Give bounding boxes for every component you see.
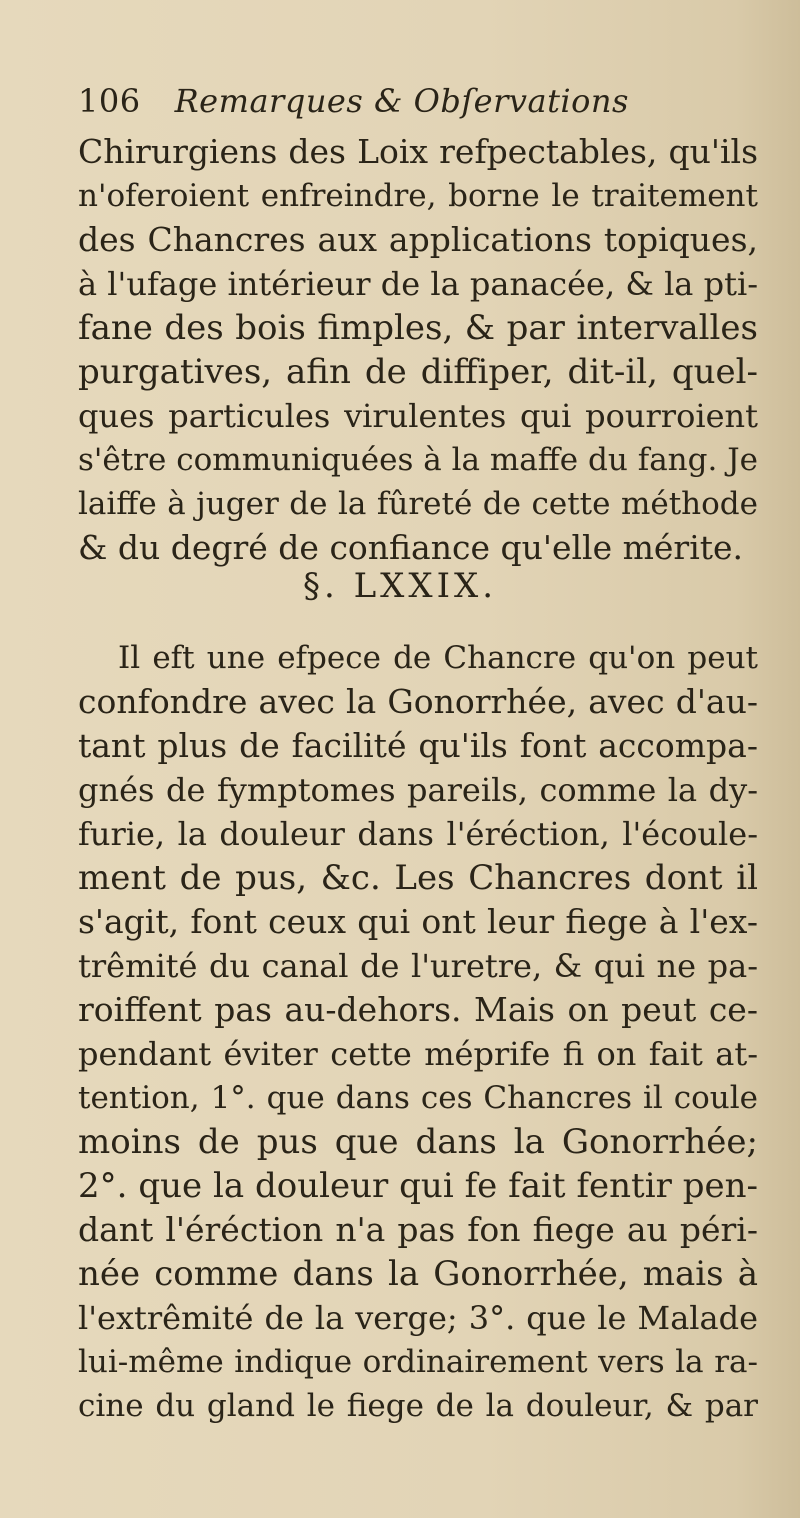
running-title: Remarques & Obſervations [174,82,629,120]
text-line: tant plus de facilité qu'ils font accompa- [78,726,758,765]
text-line: à l'ufage intérieur de la panacée, & la pti- [78,265,758,303]
text-line: s'agit, font ceux qui ont leur fiege à l'ex- [78,902,758,941]
text-line: gnés de fymptomes pareils, comme la dy- [78,771,758,809]
text-line: dant l'éréction n'a pas fon fiege au péri- [78,1210,758,1249]
text-line: lui-même indique ordinairement vers la ra- [78,1344,758,1380]
text-line: n'oferoient enfreindre, borne le traitement [78,178,758,214]
page-number: 106 [78,82,141,120]
text-line: tention, 1°. que dans ces Chancres il coule [78,1080,758,1116]
text-line: fane des bois fimples, & par intervalles [78,308,758,348]
text-line: laiffe à juger de la fûreté de cette méthode [78,486,758,522]
text-line: l'extrêmité de la verge; 3°. que le Malade [78,1299,758,1337]
text-line: purgatives, afin de diffiper, dit-il, quel- [78,352,758,392]
text-line: trêmité du canal de l'uretre, & qui ne pa- [78,947,758,985]
running-head [78,82,629,120]
text-line: ques particules virulentes qui pourroient [78,397,758,435]
text-line: s'être communiquées à la maffe du fang. Je [78,442,758,478]
text-line: & du degré de confiance qu'elle mérite. [78,528,744,567]
text-line: confondre avec la Gonorrhée, avec d'au- [78,682,758,721]
text-line: née comme dans la Gonorrhée, mais à [78,1254,758,1294]
section-heading: §. LXXIX. [302,566,498,606]
text-line: ment de pus, &c. Les Chancres dont il [78,858,758,898]
text-line: furie, la douleur dans l'éréction, l'écoule- [78,815,758,853]
text-line: pendant éviter cette méprife fi on fait at- [78,1035,758,1073]
text-line: Il eft une efpece de Chancre qu'on peut [118,640,758,676]
text-line: Chirurgiens des Loix refpectables, qu'ils [78,132,758,171]
text-line: des Chancres aux applications topiques, [78,220,758,259]
text-line: cine du gland le fiege de la douleur, & par [78,1388,758,1424]
text-line: 2°. que la douleur qui fe fait fentir pen- [78,1166,758,1206]
text-line: moins de pus que dans la Gonorrhée; [78,1122,758,1162]
text-line: roiffent pas au-dehors. Mais on peut ce- [78,990,758,1029]
